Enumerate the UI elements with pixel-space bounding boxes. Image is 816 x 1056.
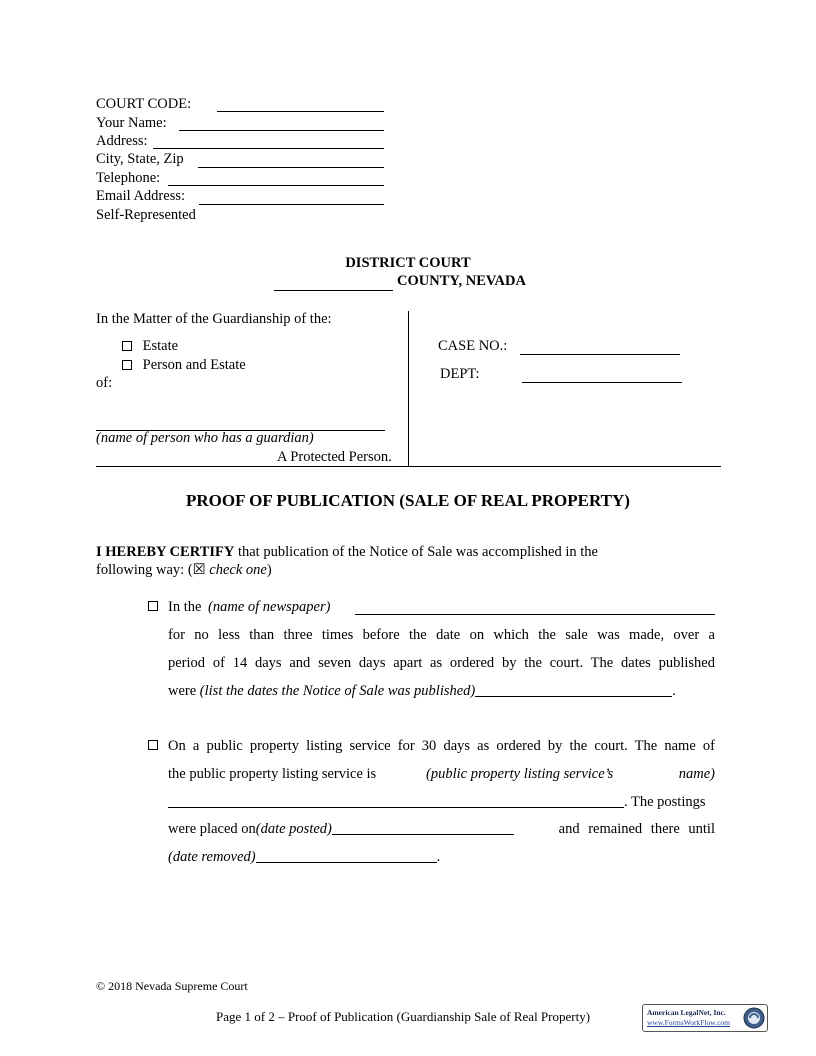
county-field[interactable] (274, 290, 393, 291)
option1-were: were (168, 683, 197, 699)
court-title: DISTRICT COURT (345, 255, 471, 271)
case-no-field[interactable] (520, 354, 680, 355)
certify-rest: that publication of the Notice of Sale was accomplished in the (237, 544, 598, 560)
name-hint: (name of person who has a guardian) (96, 430, 314, 446)
page-info: Page 1 of 2 – Proof of Publication (Guardianship Sale of Real Property) (216, 1009, 591, 1024)
dept-label: DEPT: (440, 366, 480, 382)
option1-line-2: for no less than three times before the date on which the sale was made, over a (168, 627, 715, 643)
self-represented-label: Self-Represented (96, 207, 196, 223)
option1-line-4 (168, 683, 676, 700)
option-person-estate[interactable] (122, 357, 246, 374)
court-code-label: COURT CODE: (96, 96, 192, 112)
newspaper-name-field[interactable] (355, 614, 715, 615)
legalnet-logo (642, 1004, 768, 1032)
person-estate-label: Person and Estate (142, 357, 246, 373)
option2-line-5 (168, 849, 440, 866)
option2-service-hint: (public property listing service’s (426, 766, 614, 782)
certify-line2-c: ) (266, 562, 272, 578)
listing-service-name-field[interactable] (168, 794, 624, 808)
option2-line2-text: the public property listing service is (168, 766, 377, 782)
globe-icon (743, 1007, 765, 1029)
city-state-zip-field[interactable] (198, 167, 384, 168)
address-field[interactable] (153, 148, 384, 149)
address-label: Address: (96, 133, 148, 149)
option2-line-4 (168, 821, 715, 838)
option2-name-hint: name) (678, 766, 715, 782)
certify-line-1 (96, 544, 598, 561)
of-label: of: (96, 375, 113, 391)
option1-in-the: In the (168, 599, 202, 615)
option2-period: . (436, 849, 441, 865)
option2-remained: and remained there until (558, 821, 715, 837)
telephone-label: Telephone: (96, 170, 161, 186)
option2-date-posted-hint: (date posted) (255, 821, 332, 837)
option2-postings: . The postings (624, 794, 706, 810)
option1-checkbox[interactable] (148, 601, 158, 611)
option2-line-2 (168, 766, 715, 783)
option2-checkbox[interactable] (148, 740, 158, 750)
email-field[interactable] (199, 204, 384, 205)
logo-company: American LegalNet, Inc. (647, 1008, 726, 1017)
copyright: © 2018 Nevada Supreme Court (96, 979, 248, 993)
option1-line-1 (168, 599, 330, 616)
date-removed-field[interactable] (256, 849, 437, 863)
option1-newspaper-hint: (name of newspaper) (208, 599, 331, 615)
matter-label: In the Matter of the Guardianship of the: (96, 311, 332, 327)
city-state-zip-label: City, State, Zip (96, 151, 184, 167)
case-no-label: CASE NO.: (438, 338, 508, 354)
email-label: Email Address: (96, 188, 186, 204)
caption-bottom-rule (96, 466, 721, 467)
county-label: COUNTY, NEVADA (397, 273, 526, 289)
certify-bold: I HEREBY CERTIFY (96, 544, 235, 560)
your-name-field[interactable] (179, 130, 384, 131)
option2-line-3 (168, 794, 706, 811)
check-one-hint: check one (209, 562, 267, 578)
protected-person-label: A Protected Person. (277, 449, 392, 465)
logo-url: www.FormsWorkFlow.com (647, 1018, 731, 1027)
option1-dates-hint: (list the dates the Notice of Sale was published) (199, 683, 476, 699)
estate-checkbox[interactable] (122, 341, 132, 351)
option1-line-3: period of 14 days and seven days apart as ordered by the court. The dates published (168, 655, 715, 671)
option-estate[interactable] (122, 338, 178, 355)
certify-line2-a: following way: ( (96, 562, 193, 578)
option2-date-removed-hint: (date removed) (168, 849, 256, 865)
your-name-label: Your Name: (96, 115, 167, 131)
caption-divider (408, 311, 409, 467)
option1-period: . (672, 683, 676, 699)
estate-label: Estate (142, 338, 179, 354)
check-glyph-icon: ☒ (192, 562, 206, 578)
court-code-field[interactable] (217, 111, 384, 112)
date-posted-field[interactable] (332, 821, 514, 835)
certify-line-2 (96, 562, 272, 579)
person-estate-checkbox[interactable] (122, 360, 132, 370)
dept-field[interactable] (522, 382, 682, 383)
option2-line-1: On a public property listing service for 30 days as ordered by the court. The name of (168, 738, 715, 754)
option2-placed-on: were placed on (168, 821, 256, 837)
document-title: PROOF OF PUBLICATION (SALE OF REAL PROPERTY) (186, 491, 630, 510)
dates-published-field[interactable] (475, 683, 672, 697)
telephone-field[interactable] (168, 185, 384, 186)
